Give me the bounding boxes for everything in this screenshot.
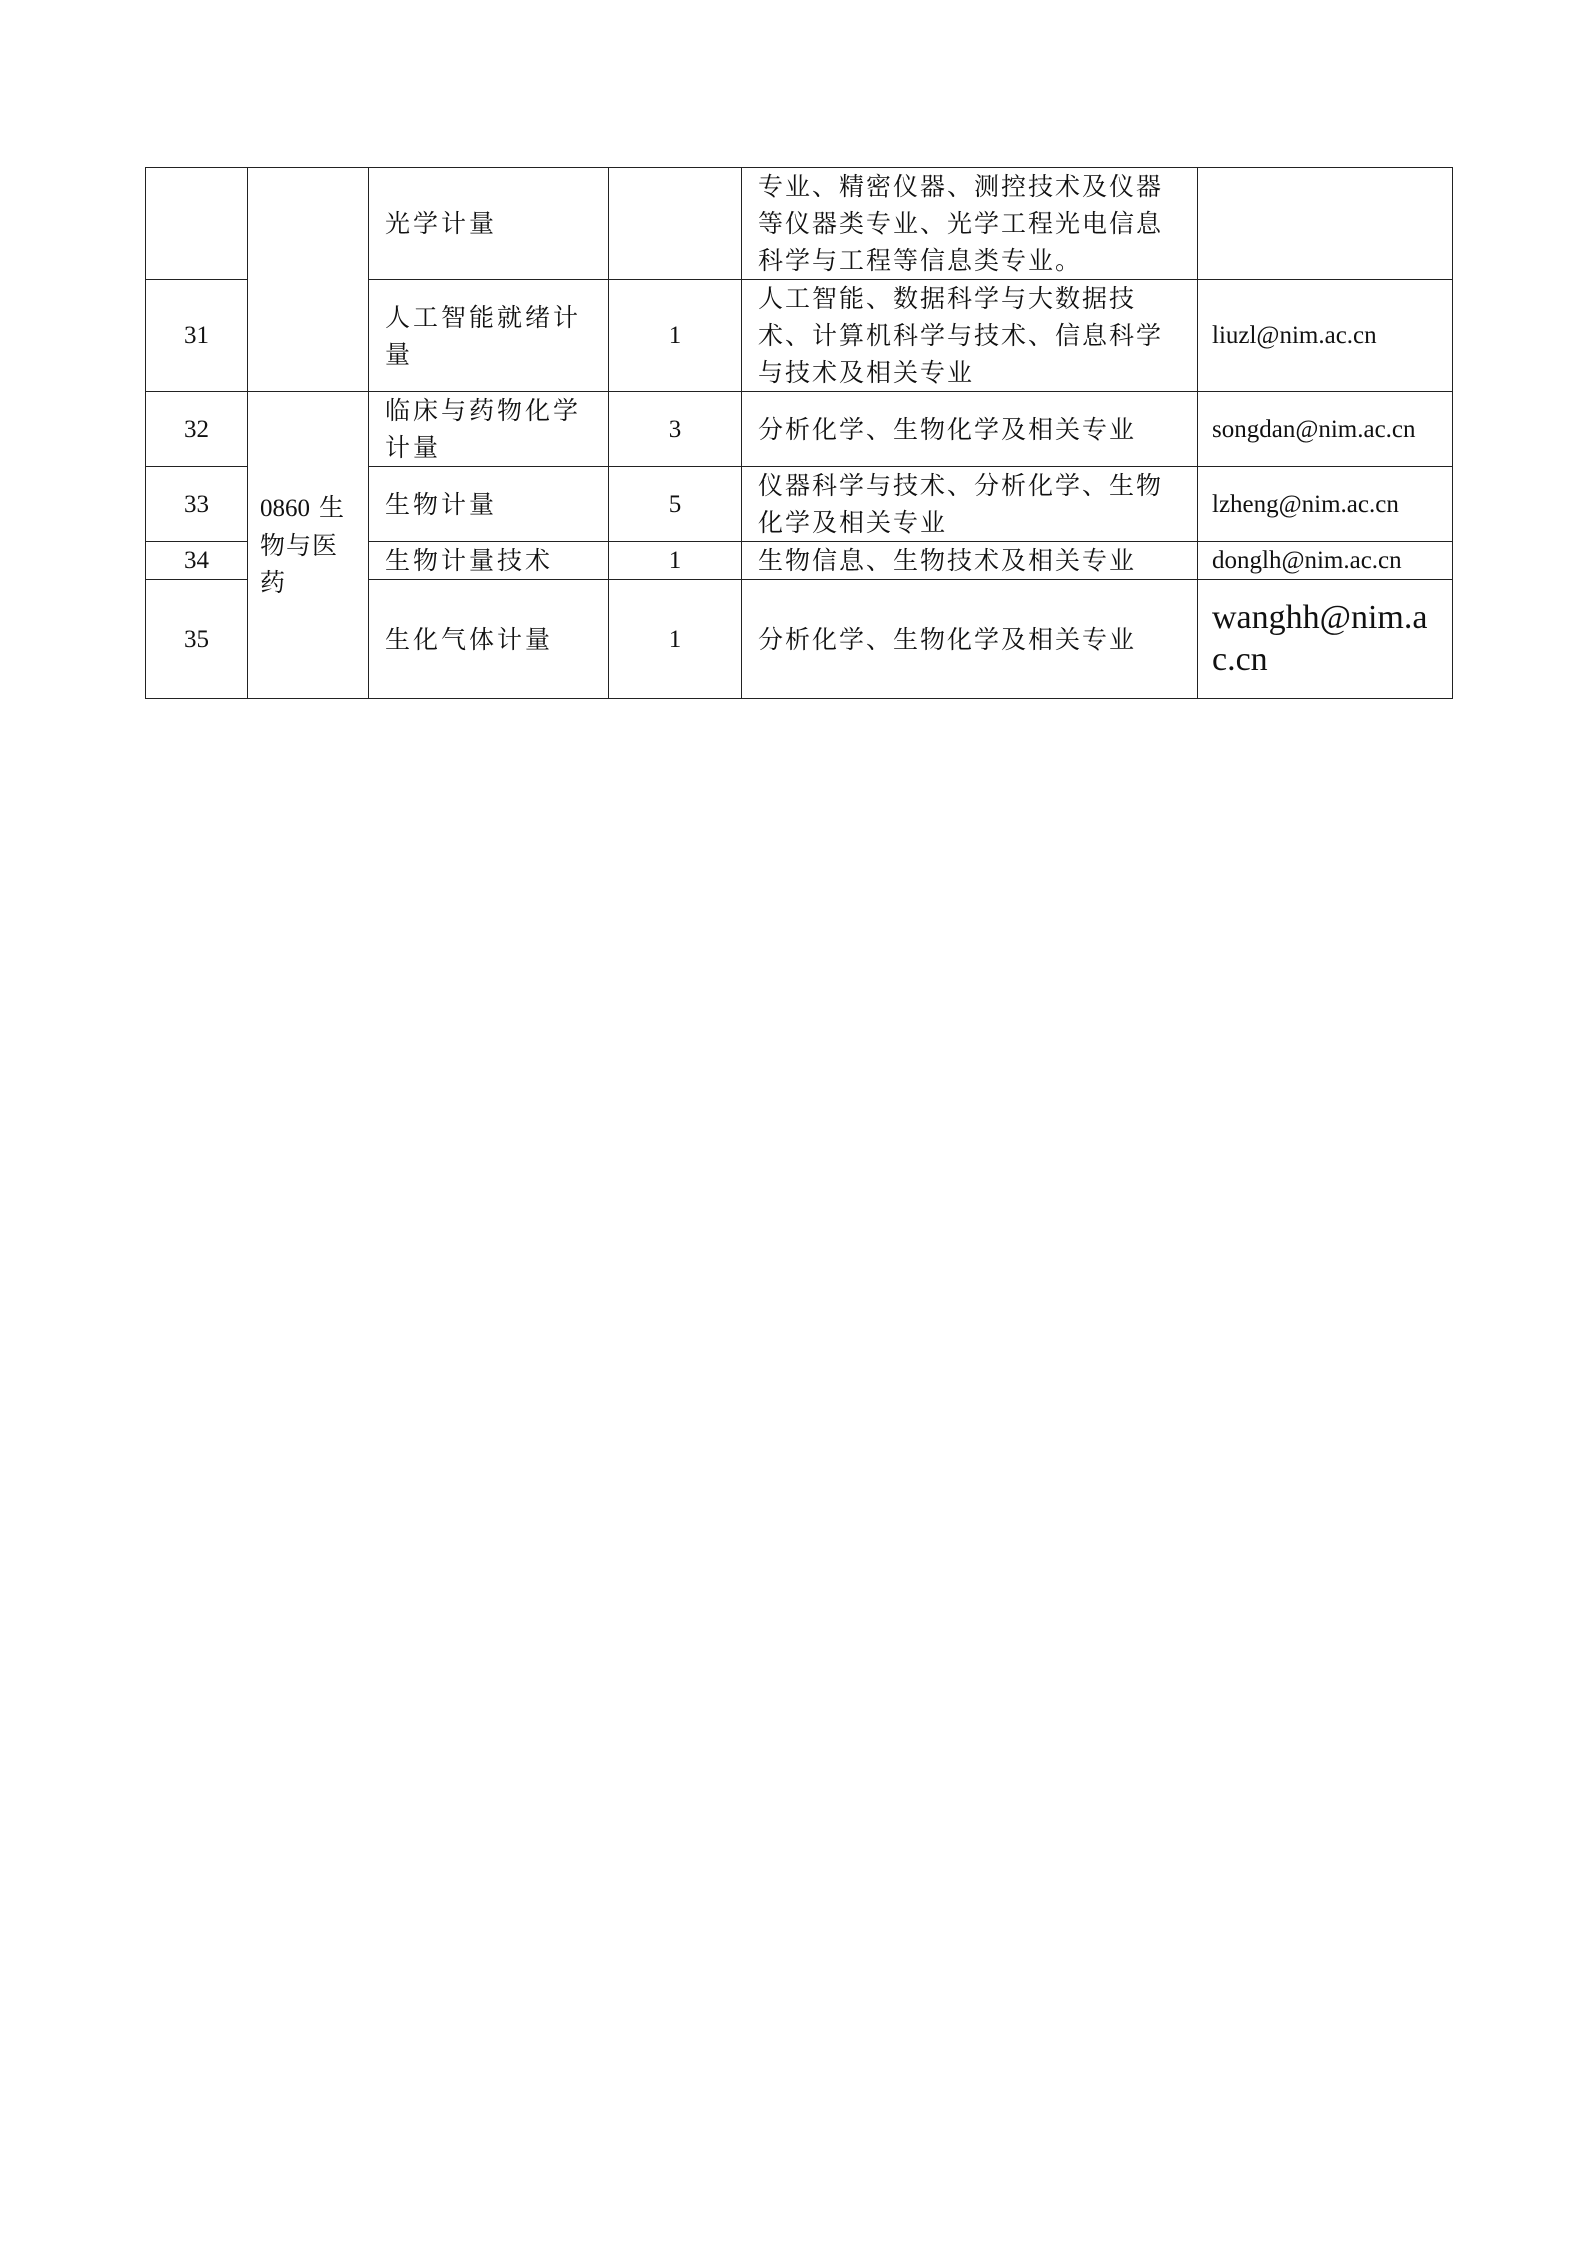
- email-cell: liuzl@nim.ac.cn: [1198, 280, 1453, 392]
- table-row: [146, 392, 1453, 467]
- email-cell: wanghh@nim.ac.cn: [1198, 580, 1453, 699]
- requirement-cell: 分析化学、生物化学及相关专业: [742, 580, 1198, 699]
- row-number-cell: 35: [146, 580, 248, 699]
- direction-cell: [248, 392, 369, 699]
- email-cell: songdan@nim.ac.cn: [1198, 392, 1453, 467]
- requirement-cell: 人工智能、数据科学与大数据技术、计算机科学与技术、信息科学与技术及相关专业: [742, 280, 1198, 392]
- major-name-cell: 生物计量: [369, 467, 609, 542]
- row-number-cell: 34: [146, 542, 248, 580]
- email-cell: lzheng@nim.ac.cn: [1198, 467, 1453, 542]
- direction-code: 0860: [260, 495, 310, 522]
- count-cell: 1: [609, 280, 742, 392]
- email-cell: donglh@nim.ac.cn: [1198, 542, 1453, 580]
- direction-cell-empty: [248, 168, 369, 392]
- row-number-cell: 33: [146, 467, 248, 542]
- row-number-cell: 31: [146, 280, 248, 392]
- major-name-cell: 光学计量: [369, 168, 609, 280]
- requirement-cell: 专业、精密仪器、测控技术及仪器等仪器类专业、光学工程光电信息科学与工程等信息类专业。: [742, 168, 1198, 280]
- count-cell: [609, 168, 742, 280]
- requirement-cell: 生物信息、生物技术及相关专业: [742, 542, 1198, 580]
- major-name-cell: 生物计量技术: [369, 542, 609, 580]
- recruitment-table: [145, 167, 1453, 699]
- email-cell: [1198, 168, 1453, 280]
- requirement-cell: 分析化学、生物化学及相关专业: [742, 392, 1198, 467]
- major-name-cell: 生化气体计量: [369, 580, 609, 699]
- table-row-continued: [146, 168, 1453, 280]
- count-cell: 1: [609, 542, 742, 580]
- direction-label: 生物与医药: [260, 493, 345, 597]
- requirement-cell: 仪器科学与技术、分析化学、生物化学及相关专业: [742, 467, 1198, 542]
- major-name-cell: 临床与药物化学计量: [369, 392, 609, 467]
- major-name-cell: 人工智能就绪计量: [369, 280, 609, 392]
- row-number-cell: 32: [146, 392, 248, 467]
- count-cell: 1: [609, 580, 742, 699]
- count-cell: 3: [609, 392, 742, 467]
- row-number-cell: [146, 168, 248, 280]
- count-cell: 5: [609, 467, 742, 542]
